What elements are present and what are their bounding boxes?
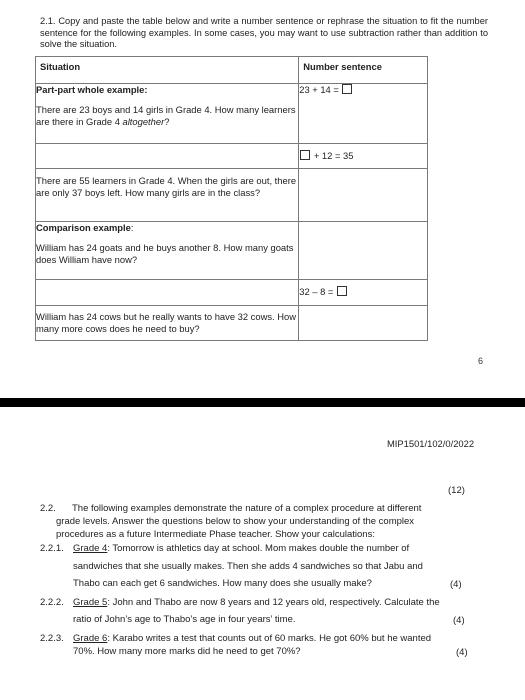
question-text-line: sandwiches that she usually makes. Then she adds 4 sandwiches so that Jabu and [73,561,423,572]
situation-text: William has 24 goats and he buys another 8. How many goats does William have now? [36,242,294,266]
question-number: 2.2. [40,503,56,514]
question-text-line: Grade 4: Tomorrow is athletics day at school. Mom makes double the number of [73,543,410,554]
question-text-line: Thabo can each get 6 sandwiches. How many does she usually make? [73,578,372,589]
number-sentence-cell-empty [299,306,428,341]
number-sentence: + 12 = 35 [313,150,354,161]
situation-cell [36,169,299,222]
situation-cell [36,306,299,341]
situation-text: There are 55 learners in Grade 4. When the girls are out, there are only 37 boys left. How many girls are in the class? [36,175,297,199]
header-number-sentence: Number sentence [299,57,428,84]
question-text-line: Grade 6: Karabo writes a test that counts out of 60 marks. He got 60% but he wanted [73,633,432,644]
situation-text: William has 24 cows but he really wants to have 32 cows. How many more cows does he need to buy? [36,311,297,335]
page-number: 6 [478,356,484,366]
question-number: 2.2.2. [40,597,64,608]
answer-box [342,84,352,94]
number-sentence-cell [299,84,428,144]
situation-table [35,56,428,341]
question-2-1-instructions: 2.1. Copy and paste the table below and write a number sentence or rephrase the situation to fit the number sentence for the following examples. In some cases, you may want to use subtraction rather than addition to solve the situation. [40,16,488,50]
page-divider [0,398,525,407]
table-row [36,306,428,341]
answer-box [337,286,347,296]
number-sentence: 23 + 14 = [299,84,339,95]
question-text-line: The following examples demonstrate the nature of a complex procedure at different [72,503,422,514]
question-text-line: ratio of John’s age to Thabo’s age in four years’ time. [73,614,296,625]
table-row [36,280,428,306]
question-text-line: Grade 5: John and Thabo are now 8 years and 12 years old, respectively. Calculate the [73,597,440,608]
grade-label: Grade 6 [73,633,108,644]
part-part-whole-heading: Part-part whole example: [36,84,148,95]
situation-cell [36,84,299,144]
situation-cell-empty [36,144,299,169]
answer-box [300,150,310,160]
table-row [36,222,428,280]
table-row [36,169,428,222]
number-sentence-cell-empty [299,169,428,222]
situation-cell-empty [36,280,299,306]
header-situation: Situation [36,57,299,84]
number-sentence-cell [299,144,428,169]
number-sentence: 32 – 8 = [299,286,334,297]
question-text-line: procedures as a future Intermediate Phase teacher. Show your calculations: [56,529,375,540]
question-text-line: grade levels. Answer the questions below to show your understanding of the complex [56,516,415,527]
question-number: 2.2.3. [40,633,64,644]
table-row [36,144,428,169]
table-row [36,84,428,144]
question-number: 2.2.1. [40,543,64,554]
number-sentence-cell [299,280,428,306]
grade-label: Grade 5 [73,597,108,608]
grade-label: Grade 4 [73,543,108,554]
question-text-line: 70%. How many more marks did he need to get 70%? [73,646,301,657]
question-marks: (4) [450,579,462,590]
question-marks: (4) [453,615,465,626]
total-marks: (12) [448,485,465,496]
module-code: MIP1501/102/0/2022 [387,438,475,449]
situation-text: There are 23 boys and 14 girls in Grade 4. How many learners are there in Grade 4 altogether? [36,104,296,128]
table-header-row [36,57,428,84]
comparison-heading: Comparison example: [36,222,134,233]
question-marks: (4) [456,647,468,658]
situation-cell [36,222,299,280]
number-sentence-cell-empty [299,222,428,280]
